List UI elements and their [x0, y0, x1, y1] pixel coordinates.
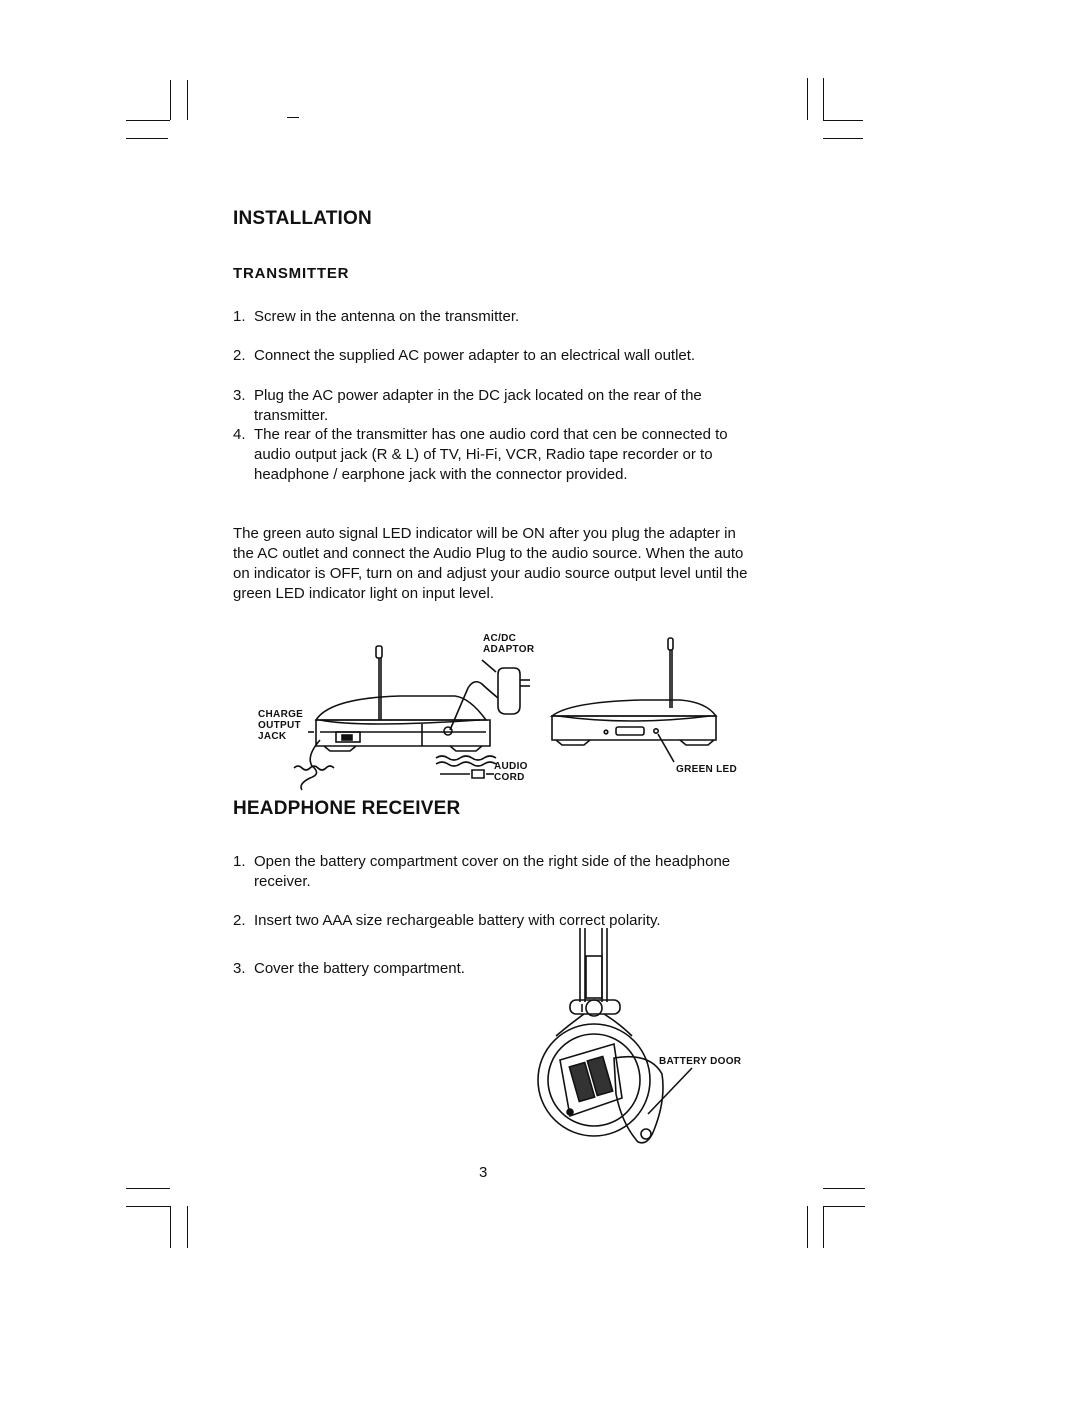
crop-mark-bottom-left-v1 — [170, 1206, 171, 1248]
crop-mark-bottom-right-h — [823, 1188, 865, 1189]
charge-label-line1: CHARGE — [258, 709, 304, 720]
audio-cord-label-line2: CORD — [494, 772, 525, 783]
acdc-adaptor-label — [483, 633, 534, 655]
crop-mark-top-left-v1 — [170, 80, 171, 120]
transmitter-step-4 — [233, 425, 763, 485]
step-text: Open the battery compartment cover on the right side of the headphone receiver. — [254, 853, 731, 890]
battery-door-label: BATTERY DOOR — [659, 1056, 742, 1067]
headphone-receiver-heading: HEADPHONE RECEIVER — [233, 798, 461, 819]
crop-mark-bottom-right-v1 — [807, 1206, 808, 1248]
step-number: 2. — [233, 347, 246, 364]
crop-mark-top-right-v2 — [823, 78, 824, 120]
step-number: 3. — [233, 387, 246, 404]
step-text: Connect the supplied AC power adapter to an electrical wall outlet. — [254, 347, 696, 364]
crop-mark-bottom-right-h2 — [823, 1206, 865, 1207]
step-text: Plug the AC power adapter in the DC jack located on the rear of the transmitter. — [254, 387, 702, 424]
audio-cord-label — [494, 761, 528, 783]
led-indicator-note: The green auto signal LED indicator will be ON after you plug the adapter in the AC outlet and connect the Audio Plug to the audio source. When the auto on indicator is OFF, turn on and adjust your audio source output level until the green LED indicator light on input level. — [233, 525, 748, 602]
page-number: 3 — [479, 1164, 488, 1181]
crop-mark-bottom-left-h2 — [126, 1206, 170, 1207]
transmitter-step-3 — [233, 386, 753, 426]
step-number: 1. — [233, 308, 246, 325]
crop-mark-top-dash — [287, 117, 299, 118]
receiver-step-3 — [233, 959, 533, 979]
green-led-label: GREEN LED — [676, 764, 738, 775]
charge-label-line2: OUTPUT — [258, 720, 301, 731]
step-text: Screw in the antenna on the transmitter. — [254, 308, 520, 325]
transmitter-step-1 — [233, 307, 773, 327]
crop-mark-top-left-h — [126, 120, 170, 121]
headphone-illustration — [530, 924, 730, 1154]
crop-mark-top-right-v1 — [807, 78, 808, 120]
crop-mark-bottom-right-v2 — [823, 1206, 824, 1248]
transmitter-heading: TRANSMITTER — [233, 265, 350, 282]
step-text: Insert two AAA size rechargeable battery with correct polarity. — [254, 912, 661, 929]
installation-heading: INSTALLATION — [233, 208, 372, 229]
charge-output-jack-label — [258, 709, 303, 742]
crop-mark-bottom-left-h — [126, 1188, 170, 1189]
step-text: The rear of the transmitter has one audio cord that cen be connected to audio output jack (R & L) of TV, Hi-Fi, VCR, Radio tape recorder or to headphone / earphone jack with the connector provided. — [254, 426, 728, 483]
acdc-adaptor-label-line2: ADAPTOR — [483, 644, 535, 655]
crop-mark-top-left-h2 — [126, 138, 168, 139]
acdc-adaptor-label-line1: AC/DC — [483, 633, 517, 644]
crop-mark-top-right-h2 — [823, 138, 863, 139]
crop-mark-top-right-h — [823, 120, 863, 121]
step-number: 2. — [233, 912, 246, 929]
step-number: 4. — [233, 426, 246, 443]
crop-mark-top-left-v2 — [187, 80, 188, 120]
audio-cord-label-line1: AUDIO — [494, 761, 528, 772]
step-text: Cover the battery compartment. — [254, 960, 465, 977]
step-number: 3. — [233, 960, 246, 977]
crop-mark-bottom-left-v2 — [187, 1206, 188, 1248]
receiver-step-1 — [233, 852, 733, 892]
transmitter-step-2 — [233, 346, 773, 366]
step-number: 1. — [233, 853, 246, 870]
charge-label-line3: JACK — [258, 731, 287, 742]
